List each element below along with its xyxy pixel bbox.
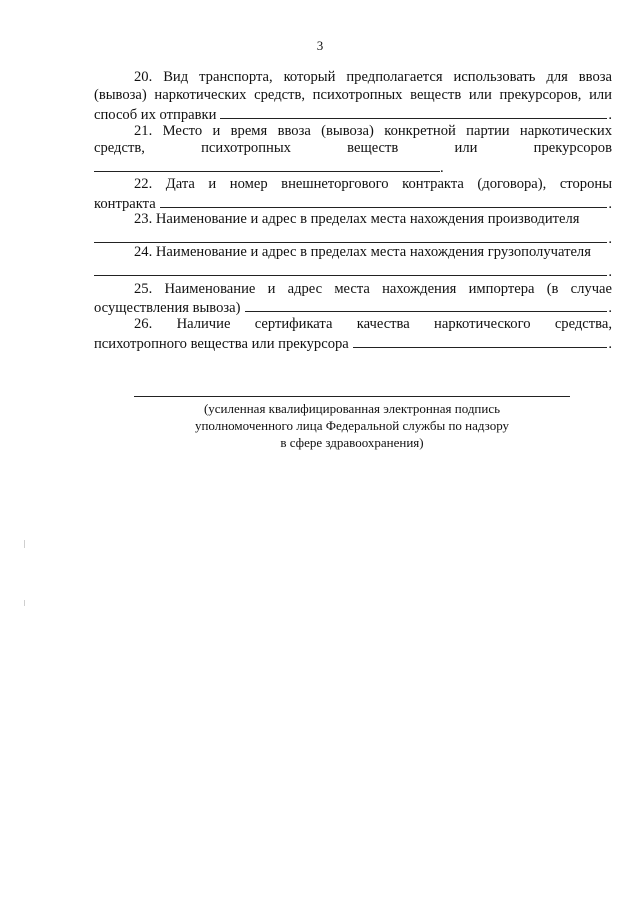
item-23-end: . — [608, 231, 612, 247]
item-26-line-1: 26. Наличие сертификата качества наркотического средства, — [134, 316, 612, 332]
item-26-line-2 — [94, 334, 612, 351]
item-23-line-1: 23. Наименование и адрес в пределах места нахождения производителя — [134, 211, 580, 227]
item-25-blank[interactable] — [245, 298, 608, 312]
item-20-line-3 — [94, 105, 612, 122]
item-24-end: . — [608, 264, 612, 280]
item-21-line-2: средств, психотропных веществ или прекурсоров — [94, 140, 612, 156]
item-26-blank[interactable] — [353, 334, 608, 348]
signature-caption-line-2: уполномоченного лица Федеральной службы по надзору — [194, 418, 510, 433]
item-22-line-2 — [94, 194, 612, 211]
item-25-line-1: 25. Наименование и адрес места нахождения импортера (в случае — [134, 281, 612, 297]
item-22-label: контракта — [94, 196, 156, 212]
item-20-label: способ их отправки — [94, 107, 217, 123]
item-20-blank[interactable] — [220, 105, 607, 119]
item-24-line-1: 24. Наименование и адрес в пределах места нахождения грузополучателя — [134, 244, 591, 260]
item-22-line-1: 22. Дата и номер внешнеторгового контракта (договора), стороны — [134, 176, 612, 192]
item-25-end: . — [608, 300, 612, 316]
scan-artifact-mark — [24, 540, 25, 548]
item-24-blank[interactable] — [94, 262, 607, 276]
item-21-line-3 — [94, 158, 612, 175]
signature-line — [134, 396, 570, 397]
item-20-end: . — [608, 107, 612, 123]
item-25-line-2 — [94, 298, 612, 315]
item-20-line-2: (вывоза) наркотических средств, психотропных веществ или прекурсоров, или — [94, 87, 612, 103]
item-22-end: . — [608, 196, 612, 212]
scan-artifact-mark — [24, 600, 25, 606]
page-number: 3 — [316, 38, 324, 53]
signature-caption-line-1: (усиленная квалифицированная электронная подпись — [203, 401, 501, 416]
signature-caption-line-3: в сфере здравоохранения) — [280, 435, 424, 450]
item-26-label: психотропного вещества или прекурсора — [94, 336, 349, 352]
item-21-line-1: 21. Место и время ввоза (вывоза) конкретной партии наркотических — [134, 123, 612, 139]
item-25-label: осуществления вывоза) — [94, 300, 241, 316]
item-20-line-1: 20. Вид транспорта, который предполагается использовать для ввоза — [134, 69, 612, 85]
item-21-end: . — [440, 160, 444, 176]
item-22-blank[interactable] — [160, 194, 608, 208]
item-26-end: . — [608, 336, 612, 352]
item-24-line-2 — [94, 262, 612, 279]
item-21-blank[interactable] — [94, 158, 440, 172]
item-23-blank[interactable] — [94, 229, 607, 243]
